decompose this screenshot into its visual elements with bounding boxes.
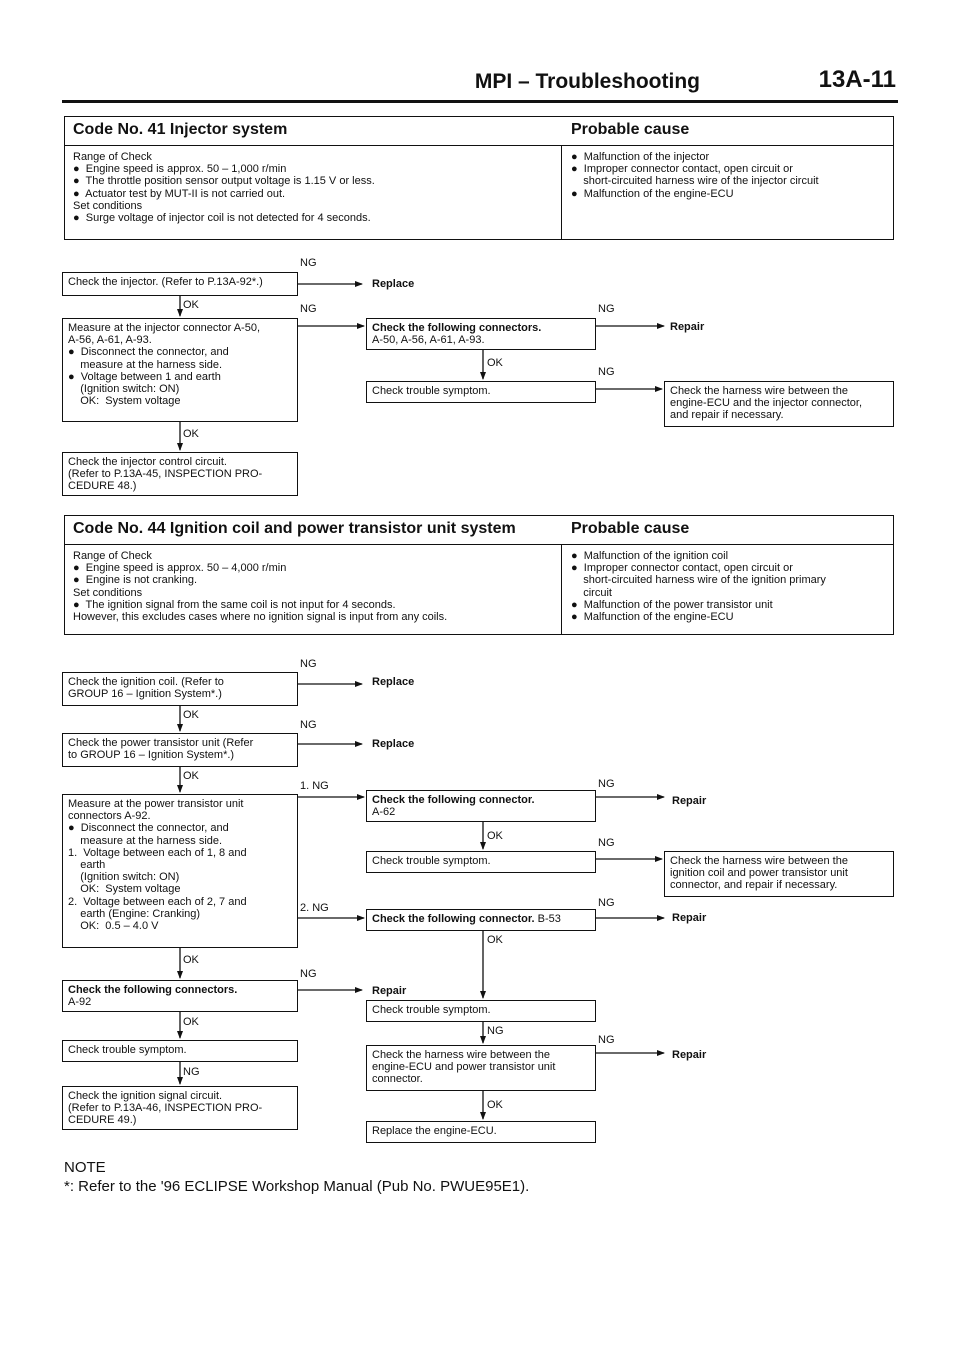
box-check-trouble-44a: Check trouble symptom.: [366, 851, 596, 873]
text-line: (Ignition switch: ON): [68, 871, 180, 884]
note-title: NOTE: [64, 1159, 106, 1176]
ng-label: NG: [300, 968, 317, 980]
text-line: (Refer to P.13A-45, INSPECTION PRO-: [68, 468, 263, 481]
text-line: ● Actuator test by MUT-II is not carried out.: [73, 187, 286, 200]
text-line: connectors A-92.: [68, 810, 151, 823]
text-line: Check the harness wire between the: [670, 385, 848, 397]
ng-label: NG: [598, 366, 615, 378]
ng2-label: 2. NG: [300, 902, 329, 914]
text-line: Set conditions: [73, 586, 143, 599]
footnote: [64, 1158, 529, 1196]
ok-label: OK: [487, 357, 503, 369]
text-line: Range of Check: [73, 151, 152, 163]
ok-label: OK: [183, 1016, 199, 1028]
ok-label: OK: [183, 770, 199, 782]
ng-label: NG: [598, 303, 615, 315]
text-line: ● Malfunction of the injector: [571, 151, 710, 163]
ok-label: OK: [487, 830, 503, 842]
text-line: measure at the harness side.: [68, 834, 223, 847]
ok-label: OK: [487, 1099, 503, 1111]
text-line: Check the harness wire between the: [372, 1049, 550, 1061]
text-line: ● Malfunction of the ignition coil: [571, 550, 729, 562]
repair-label-5: Repair: [672, 1049, 707, 1061]
box-replace-ecu: Replace the engine-ECU.: [366, 1121, 596, 1143]
replace-label-3: Replace: [372, 738, 415, 750]
ng-label: NG: [300, 257, 317, 269]
text-line: OK: 0.5 – 4.0 V: [68, 920, 159, 933]
repair-label-1: Repair: [670, 321, 705, 333]
text-line: Check the injector control circuit.: [68, 456, 227, 468]
text-line: 1. Voltage between each of 1, 8 and: [68, 846, 247, 859]
text-line: ● The ignition signal from the same coil is not input for 4 seconds.: [73, 598, 396, 611]
replace-label-1: Replace: [372, 278, 415, 290]
text-line: connector.: [372, 1073, 423, 1086]
ng1-label: 1. NG: [300, 780, 329, 792]
text-line: engine-ECU and power transistor unit: [372, 1061, 556, 1074]
ng-label: NG: [300, 719, 317, 731]
text-line: A-56, A-61, A-93.: [68, 334, 152, 347]
box-check-trouble-41: Check trouble symptom.: [366, 381, 596, 403]
text-line: ● Improper connector contact, open circuit or: [571, 163, 793, 176]
text-line: OK: System voltage: [68, 395, 181, 408]
code44-title: Code No. 44 Ignition coil and power transistor unit system: [73, 520, 516, 537]
ng-label: NG: [598, 897, 615, 909]
box-check-connectors-a92: Check the following connectors. A-92: [62, 980, 298, 1012]
text-line: ● The throttle position sensor output voltage is 1.15 V or less.: [73, 175, 375, 188]
text-line: CEDURE 49.): [68, 1114, 137, 1127]
text-line: Set conditions: [73, 199, 143, 212]
box-check-connectors-41: Check the following connectors. A-50, A-56, A-61, A-93.: [366, 318, 596, 350]
ng-label: NG: [487, 1025, 504, 1037]
text-line: earth: [68, 859, 106, 872]
box-check-trouble-44c: Check trouble symptom.: [62, 1040, 298, 1062]
text-line: ignition coil and power transistor unit: [670, 867, 848, 880]
text-line: Measure at the power transistor unit: [68, 798, 244, 810]
text-line: ● Malfunction of the power transistor unit: [571, 598, 773, 611]
text-line: Check the power transistor unit (Refer: [68, 737, 254, 749]
text-line: measure at the harness side.: [68, 358, 223, 371]
text-line: Range of Check: [73, 550, 152, 562]
box-check-trouble-44b: Check trouble symptom.: [366, 1000, 596, 1022]
text-line: short-circuited harness wire of the injector circuit: [571, 175, 819, 188]
text-line: ● Disconnect the connector, and: [68, 346, 229, 359]
box-check-connector-a62: Check the following connector. A-62: [366, 790, 596, 822]
code41-title: Code No. 41 Injector system: [73, 121, 288, 138]
text-line: and repair if necessary.: [670, 409, 784, 422]
repair-label-4: Repair: [372, 985, 407, 997]
text-line: circuit: [571, 586, 612, 599]
text-line: engine-ECU and the injector connector,: [670, 397, 863, 410]
note-text: *: Refer to the '96 ECLIPSE Workshop Manual (Pub No. PWUE95E1).: [64, 1178, 530, 1195]
box-check-injector: Check the injector. (Refer to P.13A-92*.): [62, 272, 298, 296]
text-line: Measure at the injector connector A-50,: [68, 322, 260, 334]
text-line: ● Malfunction of the engine-ECU: [571, 187, 734, 200]
ng-label: NG: [598, 837, 615, 849]
replace-label-2: Replace: [372, 676, 415, 688]
text-line: 2. Voltage between each of 2, 7 and: [68, 895, 247, 908]
ng-label: NG: [598, 1034, 615, 1046]
text-line: ● Surge voltage of injector coil is not detected for 4 seconds.: [73, 212, 371, 225]
code41-cause-title: Probable cause: [571, 121, 690, 138]
box-check-connector-b53: Check the following connector. B-53: [366, 909, 596, 931]
text-line: ● Engine is not cranking.: [73, 574, 198, 587]
text-line: earth (Engine: Cranking): [68, 907, 201, 920]
text-line: Check the ignition coil. (Refer to: [68, 676, 224, 688]
text-line: ● Malfunction of the engine-ECU: [571, 611, 734, 624]
text-line: ● Disconnect the connector, and: [68, 822, 229, 835]
text-line: Check the ignition signal circuit.: [68, 1090, 223, 1102]
ok-label: OK: [183, 709, 199, 721]
text-line: OK: System voltage: [68, 883, 181, 896]
ng-label: NG: [300, 658, 317, 670]
text-line: ● Engine speed is approx. 50 – 1,000 r/min: [73, 163, 287, 176]
text-line: ● Voltage between 1 and earth: [68, 370, 221, 383]
page-title: MPI – Troubleshooting: [474, 70, 700, 93]
text-line: CEDURE 48.): [68, 480, 137, 493]
ok-label: OK: [487, 934, 503, 946]
ok-label: OK: [183, 954, 199, 966]
ng-label: NG: [183, 1066, 200, 1078]
text-line: connector, and repair if necessary.: [670, 879, 838, 892]
ok-label: OK: [183, 428, 199, 440]
text-line: However, this excludes cases where no ignition signal is input from any coils.: [73, 611, 448, 624]
repair-label-3: Repair: [672, 912, 707, 924]
text-line: GROUP 16 – Ignition System*.): [68, 688, 222, 701]
text-line: ● Improper connector contact, open circuit or: [571, 562, 793, 575]
ng-label: NG: [598, 778, 615, 790]
code44-cause-title: Probable cause: [571, 520, 690, 537]
text-line: (Refer to P.13A-46, INSPECTION PRO-: [68, 1102, 263, 1115]
ng-label: NG: [300, 303, 317, 315]
text-line: to GROUP 16 – Ignition System*.): [68, 749, 235, 762]
page-number: 13A-11: [818, 66, 896, 93]
text-line: ● Engine speed is approx. 50 – 4,000 r/min: [73, 562, 287, 575]
ok-label: OK: [183, 299, 199, 311]
text-line: short-circuited harness wire of the ignition primary: [571, 574, 826, 587]
text-line: Check the harness wire between the: [670, 855, 848, 867]
repair-label-2: Repair: [672, 795, 707, 807]
text-line: (Ignition switch: ON): [68, 383, 180, 396]
